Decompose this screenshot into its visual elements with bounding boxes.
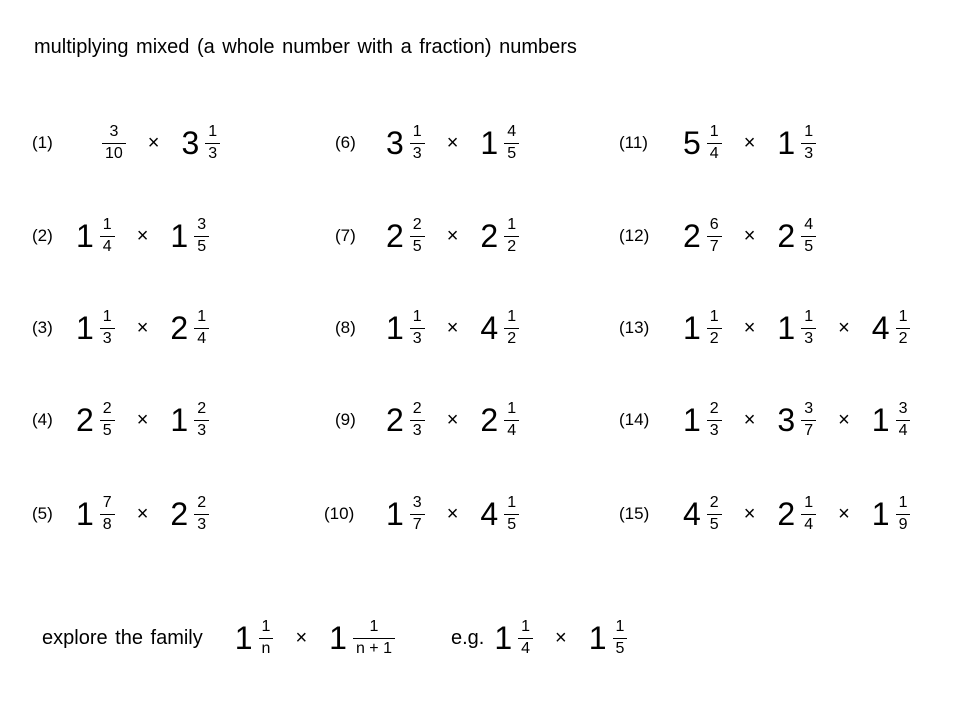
problem-number: (10)	[324, 504, 355, 523]
denominator: 5	[504, 143, 519, 163]
whole-part: 1	[329, 620, 347, 656]
mixed-number	[329, 619, 395, 658]
denominator: 4	[896, 420, 911, 440]
fraction-part	[801, 124, 816, 163]
mixed-number	[777, 495, 816, 534]
example-label: e.g.	[450, 626, 485, 649]
whole-part: 1	[234, 620, 253, 656]
numerator: 2	[197, 399, 207, 417]
times-sign: ×	[295, 626, 308, 649]
times-sign: ×	[743, 224, 756, 247]
denominator: 7	[801, 420, 816, 440]
numerator: 2	[709, 493, 719, 511]
denominator: 3	[410, 420, 425, 440]
denominator: 7	[410, 514, 425, 534]
worksheet-title: multiplying mixed (a whole number with a fraction) numbers	[34, 36, 577, 58]
whole-part: 1	[777, 310, 796, 346]
whole-part: 2	[76, 402, 94, 438]
numerator: 3	[109, 122, 119, 140]
fraction-part	[801, 309, 816, 348]
fraction-part	[707, 495, 722, 534]
problem-expression	[683, 390, 910, 450]
times-sign: ×	[743, 316, 756, 339]
times-sign: ×	[446, 502, 459, 525]
numerator: 4	[507, 122, 517, 140]
numerator: 1	[507, 399, 517, 417]
whole-part: 3	[386, 125, 404, 161]
numerator: 1	[898, 493, 908, 511]
whole-part: 1	[871, 402, 890, 438]
times-sign: ×	[446, 224, 459, 247]
times-sign: ×	[136, 502, 149, 525]
fraction-part	[896, 401, 911, 440]
numerator: 1	[709, 307, 719, 325]
numerator: 1	[709, 122, 719, 140]
numerator: 1	[507, 493, 517, 511]
numerator: 1	[412, 307, 422, 325]
whole-part: 1	[386, 496, 404, 532]
times-sign: ×	[838, 408, 850, 431]
problem-number: (5)	[32, 504, 53, 523]
numerator: 1	[615, 617, 625, 635]
whole-part: 1	[777, 125, 796, 161]
mixed-number	[777, 309, 816, 348]
denominator: 4	[707, 143, 722, 163]
problem-number: (4)	[32, 410, 53, 429]
whole-part: 4	[871, 310, 890, 346]
problem-number: (11)	[619, 133, 648, 152]
whole-part: 2	[386, 402, 404, 438]
whole-part: 1	[588, 620, 607, 656]
denominator: 4	[801, 514, 816, 534]
fraction-part	[707, 124, 722, 163]
denominator: 5	[410, 236, 425, 256]
problem-number: (15)	[619, 504, 650, 523]
times-sign: ×	[136, 408, 149, 431]
problem-number: (9)	[335, 410, 356, 429]
problem-number: (12)	[619, 226, 650, 245]
times-sign: ×	[446, 316, 459, 339]
numerator: 1	[507, 307, 517, 325]
denominator: 4	[518, 638, 533, 658]
fraction-part	[707, 309, 722, 348]
whole-part: 2	[777, 218, 796, 254]
denominator: 3	[801, 143, 816, 163]
numerator: 1	[102, 307, 112, 325]
family-label: explore the family	[42, 626, 203, 649]
times-sign: ×	[555, 626, 567, 649]
denominator: 8	[100, 514, 115, 534]
explore-family-row	[42, 608, 627, 668]
whole-part: 1	[871, 496, 890, 532]
numerator: 1	[521, 617, 531, 635]
whole-part: 5	[683, 125, 701, 161]
whole-part: 1	[170, 402, 189, 438]
problem-number: (7)	[335, 226, 356, 245]
numerator: 3	[197, 215, 207, 233]
whole-part: 3	[181, 125, 200, 161]
denominator: n + 1	[353, 638, 395, 658]
family-example-expression	[494, 619, 627, 658]
fraction-part	[801, 401, 816, 440]
denominator: 9	[896, 514, 911, 534]
whole-part: 1	[683, 402, 701, 438]
denominator: 2	[707, 328, 722, 348]
denominator: n	[259, 638, 274, 658]
fraction-part	[801, 217, 816, 256]
problem-number: (3)	[32, 318, 53, 337]
denominator: 3	[707, 420, 722, 440]
problem-14	[0, 390, 972, 450]
whole-part: 4	[480, 496, 499, 532]
mixed-number	[872, 495, 911, 534]
denominator: 4	[504, 420, 519, 440]
numerator: 2	[412, 215, 422, 233]
denominator: 3	[194, 514, 209, 534]
whole-part: 2	[170, 496, 189, 532]
denominator: 2	[896, 328, 911, 348]
denominator: 5	[613, 638, 628, 658]
problem-number: (2)	[32, 226, 53, 245]
numerator: 3	[898, 399, 908, 417]
problem-expression	[683, 298, 910, 358]
times-sign: ×	[743, 408, 756, 431]
numerator: 1	[261, 617, 271, 635]
mixed-number	[683, 124, 722, 163]
problem-expression	[683, 113, 816, 173]
numerator: 2	[197, 493, 207, 511]
whole-part: 3	[777, 402, 796, 438]
family-general-expression	[235, 619, 395, 658]
problem-expression	[683, 484, 910, 544]
denominator: 4	[100, 236, 115, 256]
mixed-number	[235, 619, 274, 658]
mixed-number	[683, 217, 722, 256]
denominator: 5	[707, 514, 722, 534]
whole-part: 2	[777, 496, 796, 532]
fraction-part	[896, 309, 911, 348]
times-sign: ×	[743, 131, 756, 154]
denominator: 5	[194, 236, 209, 256]
numerator: 3	[804, 399, 814, 417]
times-sign: ×	[136, 224, 149, 247]
mixed-number	[683, 309, 722, 348]
whole-part: 1	[683, 310, 701, 346]
problem-number: (1)	[32, 133, 53, 152]
numerator: 1	[197, 307, 207, 325]
problem-12	[0, 206, 972, 266]
denominator: 2	[504, 236, 519, 256]
whole-part: 2	[170, 310, 189, 346]
whole-part: 1	[494, 620, 513, 656]
numerator: 1	[804, 122, 814, 140]
numerator: 6	[709, 215, 719, 233]
denominator: 2	[504, 328, 519, 348]
denominator: 3	[100, 328, 115, 348]
whole-part: 1	[76, 218, 94, 254]
denominator: 3	[194, 420, 209, 440]
numerator: 1	[412, 122, 422, 140]
numerator: 1	[369, 617, 379, 635]
fraction-part	[896, 495, 911, 534]
denominator: 10	[102, 143, 126, 163]
times-sign: ×	[446, 131, 459, 154]
denominator: 5	[504, 514, 519, 534]
problem-13	[0, 298, 972, 358]
fraction-part	[707, 401, 722, 440]
whole-part: 2	[480, 218, 499, 254]
numerator: 1	[507, 215, 517, 233]
times-sign: ×	[446, 408, 459, 431]
fraction-part	[613, 619, 628, 658]
fraction-part	[259, 619, 274, 658]
times-sign: ×	[838, 316, 850, 339]
times-sign: ×	[838, 502, 850, 525]
numerator: 1	[102, 215, 112, 233]
problem-number: (13)	[619, 318, 650, 337]
denominator: 3	[410, 328, 425, 348]
times-sign: ×	[147, 131, 160, 154]
numerator: 3	[412, 493, 422, 511]
fraction-part	[353, 619, 395, 658]
mixed-number	[494, 619, 533, 658]
mixed-number	[777, 401, 816, 440]
numerator: 2	[709, 399, 719, 417]
times-sign: ×	[136, 316, 149, 339]
numerator: 2	[102, 399, 112, 417]
whole-part: 2	[683, 218, 701, 254]
problem-expression	[683, 206, 816, 266]
whole-part: 1	[386, 310, 404, 346]
denominator: 3	[205, 143, 220, 163]
problem-number: (14)	[619, 410, 650, 429]
numerator: 1	[898, 307, 908, 325]
mixed-number	[777, 124, 816, 163]
denominator: 4	[194, 328, 209, 348]
numerator: 1	[804, 307, 814, 325]
numerator: 7	[102, 493, 112, 511]
numerator: 1	[208, 122, 218, 140]
times-sign: ×	[743, 502, 756, 525]
mixed-number	[872, 309, 911, 348]
whole-part: 1	[76, 310, 94, 346]
problem-15	[0, 484, 972, 544]
whole-part: 2	[480, 402, 499, 438]
whole-part: 1	[170, 218, 189, 254]
whole-part: 1	[76, 496, 94, 532]
denominator: 7	[707, 236, 722, 256]
fraction-part	[518, 619, 533, 658]
numerator: 1	[804, 493, 814, 511]
denominator: 5	[100, 420, 115, 440]
whole-part: 2	[386, 218, 404, 254]
mixed-number	[683, 401, 722, 440]
mixed-number	[589, 619, 628, 658]
mixed-number	[683, 495, 722, 534]
denominator: 5	[801, 236, 816, 256]
problem-11	[0, 113, 972, 173]
denominator: 3	[410, 143, 425, 163]
whole-part: 4	[683, 496, 701, 532]
problem-number: (6)	[335, 133, 356, 152]
whole-part: 1	[480, 125, 499, 161]
fraction-part	[707, 217, 722, 256]
problem-number: (8)	[335, 318, 356, 337]
numerator: 4	[804, 215, 814, 233]
fraction-part	[801, 495, 816, 534]
denominator: 3	[801, 328, 816, 348]
numerator: 2	[412, 399, 422, 417]
mixed-number	[777, 217, 816, 256]
mixed-number	[872, 401, 911, 440]
whole-part: 4	[480, 310, 499, 346]
